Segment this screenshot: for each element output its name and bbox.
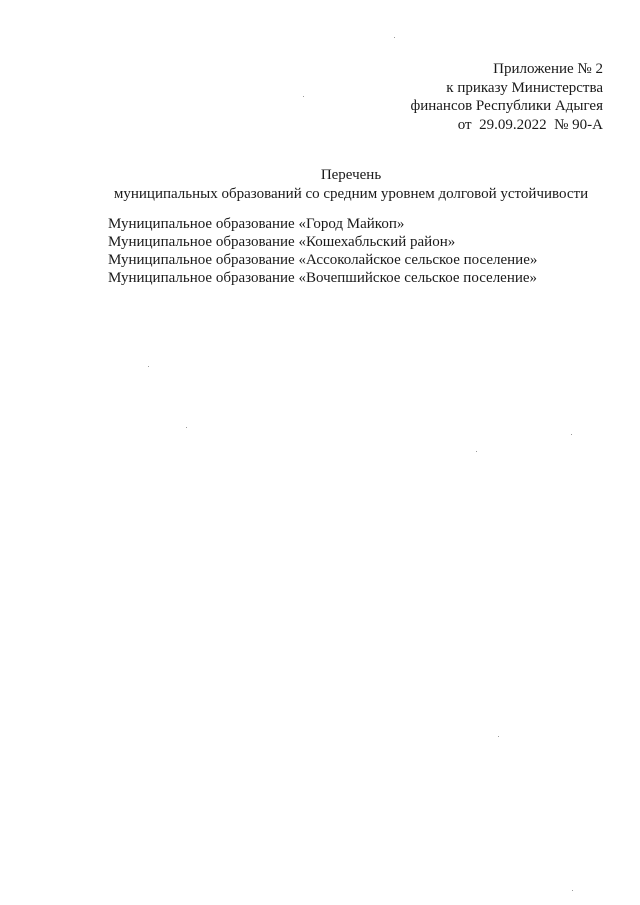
scan-speck [572,890,573,891]
list-item: Муниципальное образование «Город Майкоп» [108,216,405,232]
appendix-date-number: от 29.09.2022 № 90-А [457,116,603,133]
scan-speck [148,366,149,367]
scan-speck [303,96,304,97]
appendix-ministry: финансов Республики Адыгея [410,98,603,114]
list-item: Муниципальное образование «Вочепшийское сельское поселение» [108,270,538,286]
scan-speck [571,434,572,435]
scan-speck [394,37,395,38]
appendix-order-reference: к приказу Министерства [446,79,603,96]
title-subheading: муниципальных образований со средним уровнем долговой устойчивости [113,185,589,202]
document-title [0,166,640,203]
municipalities-list [108,215,537,287]
list-item: Муниципальное образование «Кошехабльский район» [108,234,456,250]
scan-speck [476,451,477,452]
list-item: Муниципальное образование «Ассоколайское сельское поселение» [108,252,538,268]
appendix-header [410,60,603,134]
appendix-number: Приложение № 2 [493,61,603,77]
scan-speck [498,736,499,737]
scan-speck [186,427,187,428]
title-heading: Перечень [320,167,382,183]
